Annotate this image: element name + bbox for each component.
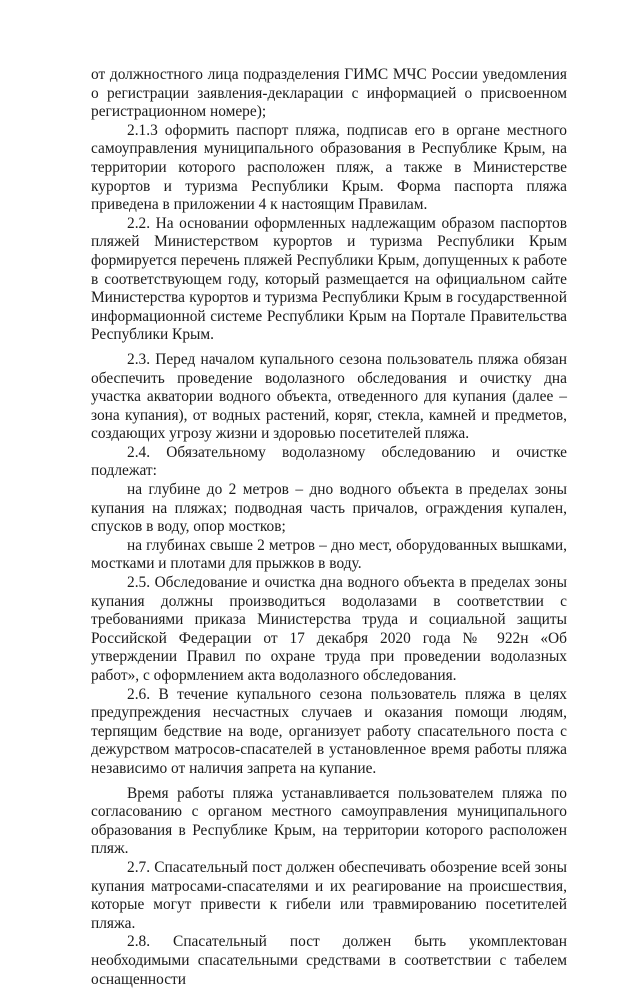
paragraph-2-3: 2.3. Перед началом купального сезона пользователь пляжа обязан обеспечить проведение водолазного обследования и очистку дна участка акватории водного объекта, отведенного для купания (далее – зона купания), от водных растений, коряг, стекла, камней и предметов, создающих угрозу жизни и здоровью посетителей пляжа.	[91, 350, 567, 443]
paragraph-2-6: 2.6. В течение купального сезона пользователь пляжа в целях предупреждения несчастных случаев и оказания помощи людям, терпящим бедствие на воде, организует работу спасательного поста с дежурством матросов-спасателей в установленное время работы пляжа независимо от наличия запрета на купание.	[91, 685, 567, 777]
document-body	[91, 66, 567, 989]
paragraph-depth-up-to-2m: на глубине до 2 метров – дно водного объекта в пределах зоны купания на пляжах; подводная часть причалов, ограждения купален, спусков в воду, опор мостков;	[91, 481, 567, 536]
paragraph-2-1-3: 2.1.3 оформить паспорт пляжа, подписав его в органе местного самоуправления муниципального образования в Республике Крым, на территории которого расположен пляж, а также в Министерстве курортов и туризма Республики Крым. Форма паспорта пляжа приведена в приложении 4 к настоящим Правилам.	[91, 121, 567, 214]
paragraph-beach-hours: Время работы пляжа устанавливается пользователем пляжа по согласованию с органом местного самоуправления муниципального образования в Республике Крым, на территории которого расположен пляж.	[91, 784, 567, 858]
paragraph-2-4: 2.4. Обязательному водолазному обследованию и очистке подлежат:	[91, 443, 567, 480]
paragraph-2-8: 2.8. Спасательный пост должен быть укомплектован необходимыми спасательными средствами в соответствии с табелем оснащенности	[91, 933, 567, 988]
paragraph-2-2: 2.2. На основании оформленных надлежащим образом паспортов пляжей Министерством курортов и туризма Республики Крым формируется перечень пляжей Республики Крым, допущенных к работе в соответствующем году, который размещается на официальном сайте Министерства курортов и туризма Республики Крым в государственной информационной системе Республики Крым на Портале Правительства Республики Крым.	[91, 214, 567, 344]
paragraph-registration-notice: от должностного лица подразделения ГИМС МЧС России уведомления о регистрации заявления-декларации с информацией о присвоенном регистрационном номере);	[91, 66, 567, 121]
paragraph-2-5: 2.5. Обследование и очистка дна водного объекта в пределах зоны купания должны производиться водолазами в соответствии с требованиями приказа Министерства труда и социальной защиты Российской Федерации от 17 декабря 2020 года № 922н «Об утверждении Правил по охране труда при проведении водолазных работ», с оформлением акта водолазного обследования.	[91, 574, 567, 684]
paragraph-2-7: 2.7. Спасательный пост должен обеспечивать обозрение всей зоны купания матросами-спасателями и их реагирование на происшествия, которые могут привести к гибели или травмированию посетителей пляжа.	[91, 858, 567, 932]
paragraph-depth-over-2m: на глубинах свыше 2 метров – дно мест, оборудованных вышками, мостками и плотами для прыжков в воду.	[91, 536, 567, 573]
